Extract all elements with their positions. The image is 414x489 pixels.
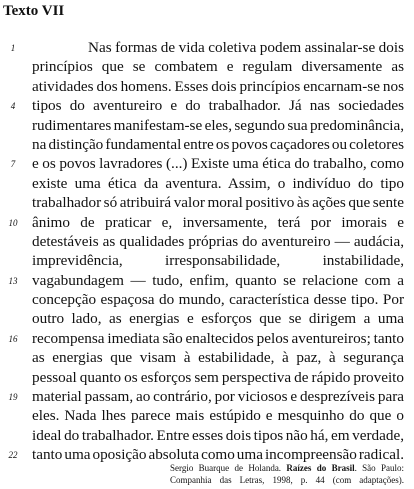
text-title: Texto VII [3,3,65,19]
line-text: atividades dos homens. Esses dois princípios encarnam-se nos [32,77,404,95]
text-line [0,426,414,445]
line-text: as energias que visam à estabilidade, à paz, à segurança [32,349,404,367]
text-line [0,154,414,173]
text-line [0,213,414,232]
line-text: rudimentares manifestam-se eles, segundo sua predominância, [32,116,404,134]
line-text: eles. Nada lhes parece mais estúpido e mesquinho do que o [32,407,404,425]
line-number: 10 [8,217,18,228]
line-text: ideal do trabalhador. Entre esses dois tipos não há, em verdade, [32,426,404,444]
line-text: recompensa imediata são enaltecidos pelos aventureiros; tanto [32,329,404,347]
line-text: concepção espaçosa do mundo, característica desse tipo. Por [32,291,404,309]
text-line [0,57,414,76]
text-line [0,38,414,57]
line-number: 16 [8,333,18,344]
line-number: 22 [8,450,18,461]
line-text: pessoal quanto os esforços sem perspectiva de rápido proveito [32,368,404,386]
line-text: vagabundagem — tudo, enfim, quanto se relacione com a [32,271,404,289]
text-line [0,96,414,115]
text-line [0,193,414,212]
line-text: existe uma ética da aventura. Assim, o indivíduo do tipo [32,174,404,192]
text-line [0,174,414,193]
text-line [0,406,414,425]
source-book-title: Raízes do Brasil [286,463,355,473]
line-number: 19 [8,392,18,403]
source-line-1 [170,462,404,474]
line-text: material passam, ao contrário, por viciosos e desprezíveis para [32,388,404,406]
line-text: e os povos lavradores (...) Existe uma ética do trabalho, como [32,155,404,173]
text-line [0,329,414,348]
text-line [0,348,414,367]
line-number: 7 [10,159,16,170]
line-text: Nas formas de vida coletiva podem assinalar-se dois [88,39,404,56]
text-line [0,387,414,406]
text-line [0,251,414,270]
line-text: imprevidência, irresponsabilidade, instabilidade, [32,252,404,270]
line-text: ânimo de praticar e, inversamente, terá por imorais e [32,213,404,231]
text-line [0,309,414,328]
text-line [0,77,414,96]
line-text: princípios que se combatem e regulam diversamente as [32,58,404,76]
source-citation [170,462,404,486]
line-text: na distinção fundamental entre os povos caçadores ou coletores [32,135,404,153]
line-text: trabalhador só atribuirá valor moral positivo às ações que sente [32,194,404,212]
text-line [0,290,414,309]
line-text: tanto uma oposição absoluta como uma incompreensão radical. [32,446,404,464]
line-text: detestáveis as qualidades próprias do aventureiro — audácia, [32,232,404,250]
text-line [0,116,414,135]
line-number: 4 [10,101,16,112]
line-number: 1 [10,43,16,53]
source-author: Sergio Buarque de Holanda. [170,463,282,473]
source-publisher-start: . São Paulo: [354,463,404,473]
line-number: 13 [8,275,18,286]
text-body [0,38,414,465]
text-line [0,232,414,251]
text-line [0,368,414,387]
source-line-2: Companhia das Letras, 1998, p. 44 (com adaptações). [170,475,404,485]
text-line [0,135,414,154]
line-text: outro lado, as energias e esforços que se dirigem a uma [32,310,404,328]
line-text: tipos do aventureiro e do trabalhador. Já nas sociedades [32,97,404,115]
text-line [0,271,414,290]
